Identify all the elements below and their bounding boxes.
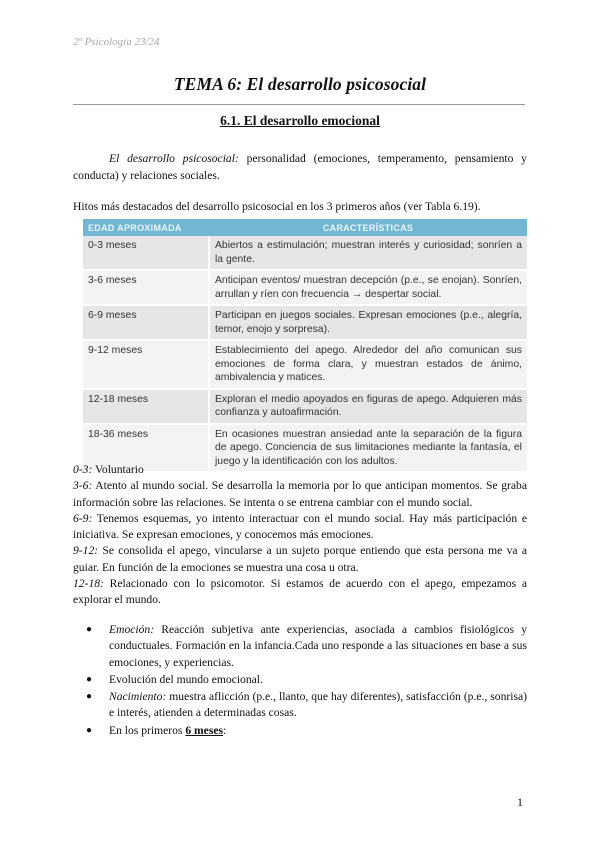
intro-paragraph: [73, 150, 527, 184]
bullet-icon: ●: [86, 624, 93, 635]
table-row: [83, 305, 527, 340]
bullet-emphasis: 6 meses: [185, 723, 223, 737]
bullet-label: Emoción:: [109, 623, 155, 636]
row-age: 9-12 meses: [83, 340, 209, 389]
bullet-suffix: :: [223, 723, 227, 737]
note-item: [73, 511, 527, 544]
note-text: Relacionado con lo psicomotor. Si estamos de acuerdo con el apego, empezamos a explorar el mundo.: [73, 577, 527, 607]
row-age: 0-3 meses: [83, 236, 209, 270]
row-age: 3-6 meses: [83, 270, 209, 305]
section-title: 6.1. El desarrollo emocional: [220, 113, 380, 128]
list-item: [73, 723, 527, 739]
page-header: 2º Psicología 23/24: [73, 36, 160, 48]
intro-text: personalidad (emociones, temperamento, pensamiento y conducta) y relaciones sociales.: [73, 152, 527, 182]
note-label: 9-12:: [73, 544, 99, 558]
stage-notes: [73, 462, 527, 609]
intro-term: El desarrollo psicosocial:: [109, 152, 239, 165]
hitos-paragraph: Hitos más destacados del desarrollo psicosocial en los 3 primeros años (ver Tabla 6.19).: [73, 200, 481, 213]
note-label: 6-9:: [73, 511, 93, 525]
bullet-label: Nacimiento:: [109, 690, 167, 704]
note-item: [73, 576, 527, 609]
table-header-row: [83, 219, 527, 236]
header-age: EDAD APROXIMADA: [83, 219, 209, 236]
note-text: Atento al mundo social. Se desarrolla la memoria por lo que anticipan momentos. Se graba información sobre las relaciones. Se intenta o se entrena cambiar con el mundo social.: [73, 479, 527, 509]
bullet-text: Evolución del mundo emocional.: [109, 672, 263, 686]
document-title: TEMA 6: El desarrollo psicosocial: [173, 74, 427, 94]
title-divider: [73, 104, 525, 105]
page-number: 1: [517, 795, 523, 809]
row-description: Abiertos a estimulación; muestran interés y curiosidad; sonríen a la gente.: [209, 236, 527, 270]
bullet-icon: ●: [86, 673, 93, 685]
list-item: [73, 672, 527, 688]
table-row: [83, 236, 527, 270]
note-item: [73, 462, 527, 478]
note-label: 0-3:: [73, 463, 93, 476]
row-age: 6-9 meses: [83, 305, 209, 340]
row-description: Establecimiento del apego. Alrededor del año comunican sus emociones de forma clara, y muestran estados de ánimo, ambivalencia y matices.: [209, 340, 527, 389]
row-description: Anticipan eventos/ muestran decepción (p.e., se enojan). Sonríen, arrullan y ríen con frecuencia → despertar social.: [209, 270, 527, 305]
table-row: [83, 340, 527, 389]
row-description: Exploran el medio apoyados en figuras de apego. Adquieren más confianza y autoafirmación.: [209, 389, 527, 424]
row-description: Participan en juegos sociales. Expresan emociones (p.e., alegría, temor, enojo y sorpresa).: [209, 305, 527, 340]
row-description: En ocasiones muestran ansiedad ante la separación de la figura de apego. Conciencia de sus limitaciones mediante la fantasía, el juego y la identificación con los adultos.: [209, 424, 527, 473]
note-label: 12-18:: [73, 577, 104, 591]
row-age: 12-18 meses: [83, 389, 209, 424]
row-age: 18-36 meses: [83, 424, 209, 473]
bullet-list: [73, 622, 527, 740]
note-text: Tenemos esquemas, yo intento interactuar con el mundo social. Hay más participación e iniciativa. Se expresan emociones, y conocemos más emociones.: [73, 511, 527, 542]
note-text: Se consolida el apego, vincularse a un sujeto porque entiendo que esta persona me va a guiar. En función de la emociones se muestra una cosa u otra.: [73, 544, 527, 574]
table-row: [83, 389, 527, 424]
bullet-icon: ●: [86, 724, 93, 736]
note-item: [73, 478, 527, 511]
table-row: [83, 270, 527, 305]
list-item: [73, 689, 527, 722]
note-label: 3-6:: [73, 479, 93, 493]
bullet-text: muestra aflicción (p.e., llanto, que hay diferentes), satisfacción (p.e., sonrisa) e interés, atienden a determinadas cosas.: [109, 690, 527, 720]
header-characteristics: CARACTERÍSTICAS: [209, 219, 527, 236]
note-item: [73, 543, 527, 576]
list-item: [73, 622, 527, 671]
bullet-icon: ●: [86, 691, 93, 703]
note-text: Voluntario: [92, 463, 144, 476]
bullet-text: En los primeros: [109, 723, 186, 737]
bullet-text: Reacción subjetiva ante experiencias, asociada a cambios fisiológicos y conductuales. Formación en la infancia.Cada uno responde a las situaciones en base a sus emociones, y experiencias.: [109, 623, 527, 669]
milestones-table: [83, 219, 527, 473]
